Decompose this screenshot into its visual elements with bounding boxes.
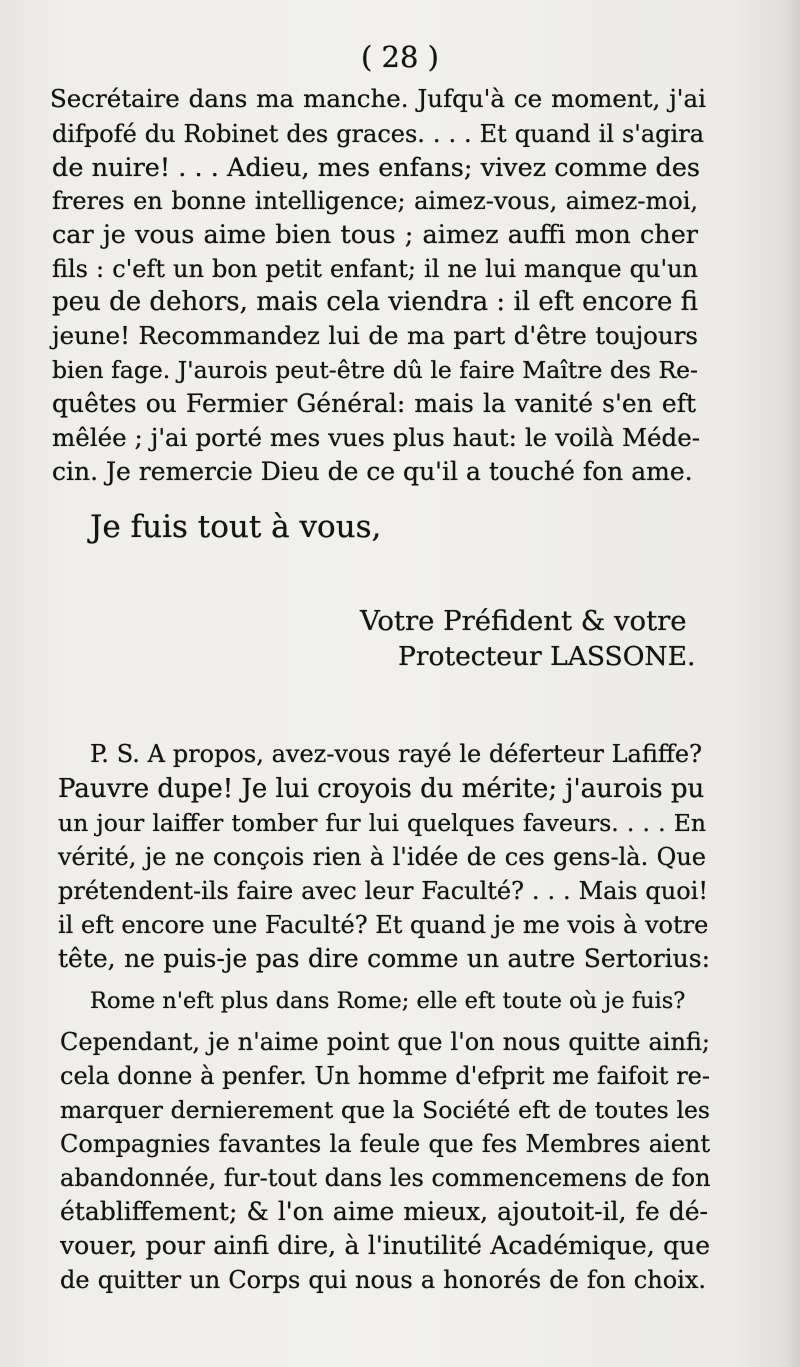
- quote-line: Rome n'eft plus dans Rome; elle eft toute où je fuis?: [90, 988, 686, 1014]
- text-line: de quitter un Corps qui nous a honorés de fon choix.: [60, 1266, 706, 1294]
- text-line: un jour laiffer tomber fur lui quelques faveurs. . . . En: [58, 809, 706, 837]
- text-line: car je vous aime bien tous ; aimez auffi mon cher: [52, 220, 698, 250]
- text-line: freres en bonne intelligence; aimez-vous, aimez-moi,: [52, 187, 698, 215]
- text-line: Cependant, je n'aime point que l'on nous quitte ainfi;: [60, 1028, 710, 1056]
- text-line: Pauvre dupe! Je lui croyois du mérite; j'aurois pu: [58, 774, 705, 804]
- text-line: de nuire! . . . Adieu, mes enfans; vivez comme des: [52, 153, 700, 183]
- text-line: il eft encore une Faculté? Et quand je me vois à votre: [58, 911, 709, 939]
- signature-line: Votre Préfident & votre: [360, 605, 687, 637]
- text-line: abandonnée, fur-tout dans les commencemens de fon: [60, 1164, 711, 1192]
- text-line: Secrétaire dans ma manche. Jufqu'à ce moment, j'ai: [50, 84, 706, 113]
- text-line: marquer dernierement que la Société eft de toutes les: [60, 1096, 710, 1124]
- text-line: cin. Je remercie Dieu de ce qu'il a touché fon ame.: [52, 457, 693, 486]
- text-line: tête, ne puis-je pas dire comme un autre Sertorius:: [58, 944, 710, 973]
- text-line: fils : c'eft un bon petit enfant; il ne lui manque qu'un: [52, 255, 698, 283]
- text-line: P. S. A propos, avez-vous rayé le déferteur Lafiffe?: [90, 740, 702, 768]
- closing-line: Je fuis tout à vous,: [90, 509, 382, 545]
- page-edge-shadow: [782, 0, 800, 1367]
- text-line: difpofé du Robinet des graces. . . . Et quand il s'agira: [52, 120, 704, 148]
- text-line: cela donne à penfer. Un homme d'efprit me faifoit re-: [60, 1062, 710, 1090]
- text-line: quêtes ou Fermier Général: mais la vanité s'en eft: [52, 389, 696, 418]
- text-line: vérité, je ne conçois rien à l'idée de ces gens-là. Que: [58, 843, 706, 871]
- signature-line: Protecteur LASSONE.: [398, 641, 696, 672]
- text-line: vouer, pour ainfi dire, à l'inutilité Académique, que: [60, 1231, 710, 1260]
- text-line: Compagnies favantes la feule que fes Membres aient: [60, 1130, 710, 1158]
- text-line: peu de dehors, mais cela viendra : il eft encore fi: [52, 287, 698, 317]
- text-line: mêlée ; j'ai porté mes vues plus haut: le voilà Méde-: [52, 423, 700, 452]
- text-line: bien fage. J'aurois peut-être dû le faire Maître des Re-: [52, 356, 698, 384]
- text-line: prétendent-ils faire avec leur Faculté? . . . Mais quoi!: [58, 877, 708, 905]
- text-line: jeune! Recommandez lui de ma part d'être toujours: [52, 321, 698, 350]
- text-line: établiffement; & l'on aime mieux, ajoutoit-il, fe dé-: [60, 1197, 708, 1226]
- page-number: ( 28 ): [361, 40, 439, 74]
